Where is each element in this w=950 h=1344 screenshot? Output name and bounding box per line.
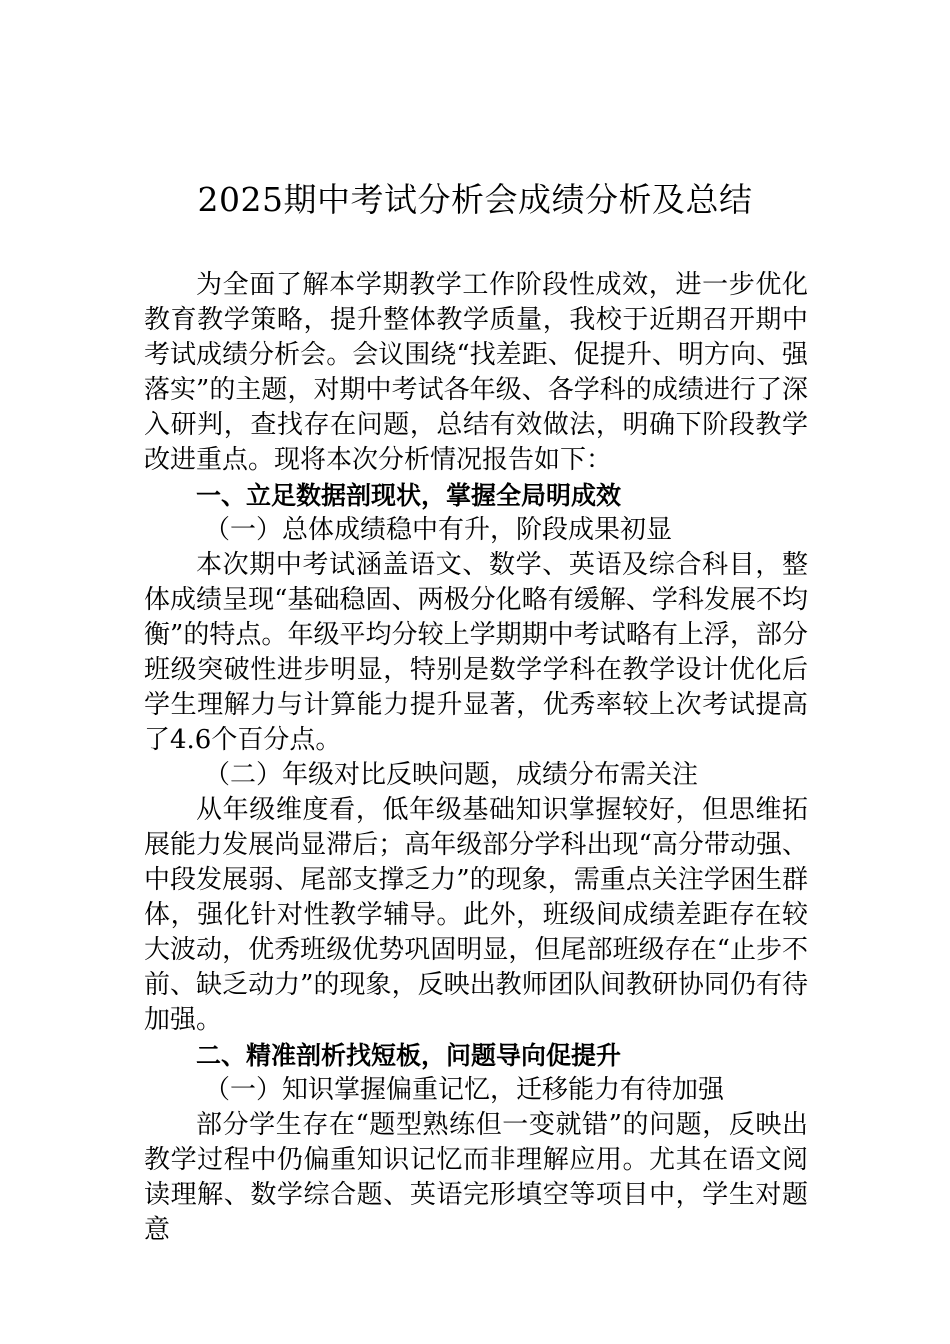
subsection-heading-1-1: （一）总体成绩稳中有升，阶段成果初显 xyxy=(204,515,673,545)
paragraph-2-1: 部分学生存在“题型熟练但一变就错”的问题，反映出教学过程中仍偏重知识记忆而非理解应用。尤其在语文阅读理解、数学综合题、英语完形填空等项目中，学生对题意 xyxy=(144,1110,808,1245)
intro-paragraph: 为全面了解本学期教学工作阶段性成效，进一步优化教育教学策略，提升整体教学质量，我校于近期召开期中考试成绩分析会。会议围绕“找差距、促提升、明方向、强落实”的主题，对期中考试各年级、各学科的成绩进行了深入研判，查找存在问题，总结有效做法，明确下阶段教学改进重点。现将本次分析情况报告如下： xyxy=(144,270,808,475)
subsection-heading-1-2: （二）年级对比反映问题，成绩分布需关注 xyxy=(204,760,699,790)
section-heading-2: 二、精准剖析找短板，问题导向促提升 xyxy=(196,1041,622,1070)
paragraph-1-2: 从年级维度看，低年级基础知识掌握较好，但思维拓展能力发展尚显滞后；高年级部分学科出现“高分带动强、中段发展弱、尾部支撑乏力”的现象，需重点关注学困生群体，强化针对性教学辅导。此外，班级间成绩差距存在较大波动，优秀班级优势巩固明显，但尾部班级存在“止步不前、缺乏动力”的现象，反映出教师团队间教研协同仍有待加强。 xyxy=(144,795,808,1035)
section-heading-1: 一、立足数据剖现状，掌握全局明成效 xyxy=(196,481,622,510)
subsection-heading-2-1: （一）知识掌握偏重记忆，迁移能力有待加强 xyxy=(204,1075,725,1105)
document-title: 2025期中考试分析会成绩分析及总结 xyxy=(197,180,753,219)
paragraph-1-1: 本次期中考试涵盖语文、数学、英语及综合科目，整体成绩呈现“基础稳固、两极分化略有缓解、学科发展不均衡”的特点。年级平均分较上学期期中考试略有上浮，部分班级突破性进步明显，特别是数学学科在教学设计优化后学生理解力与计算能力提升显著，优秀率较上次考试提高了4.6个百分点。 xyxy=(144,550,808,755)
document-body xyxy=(144,268,808,1248)
